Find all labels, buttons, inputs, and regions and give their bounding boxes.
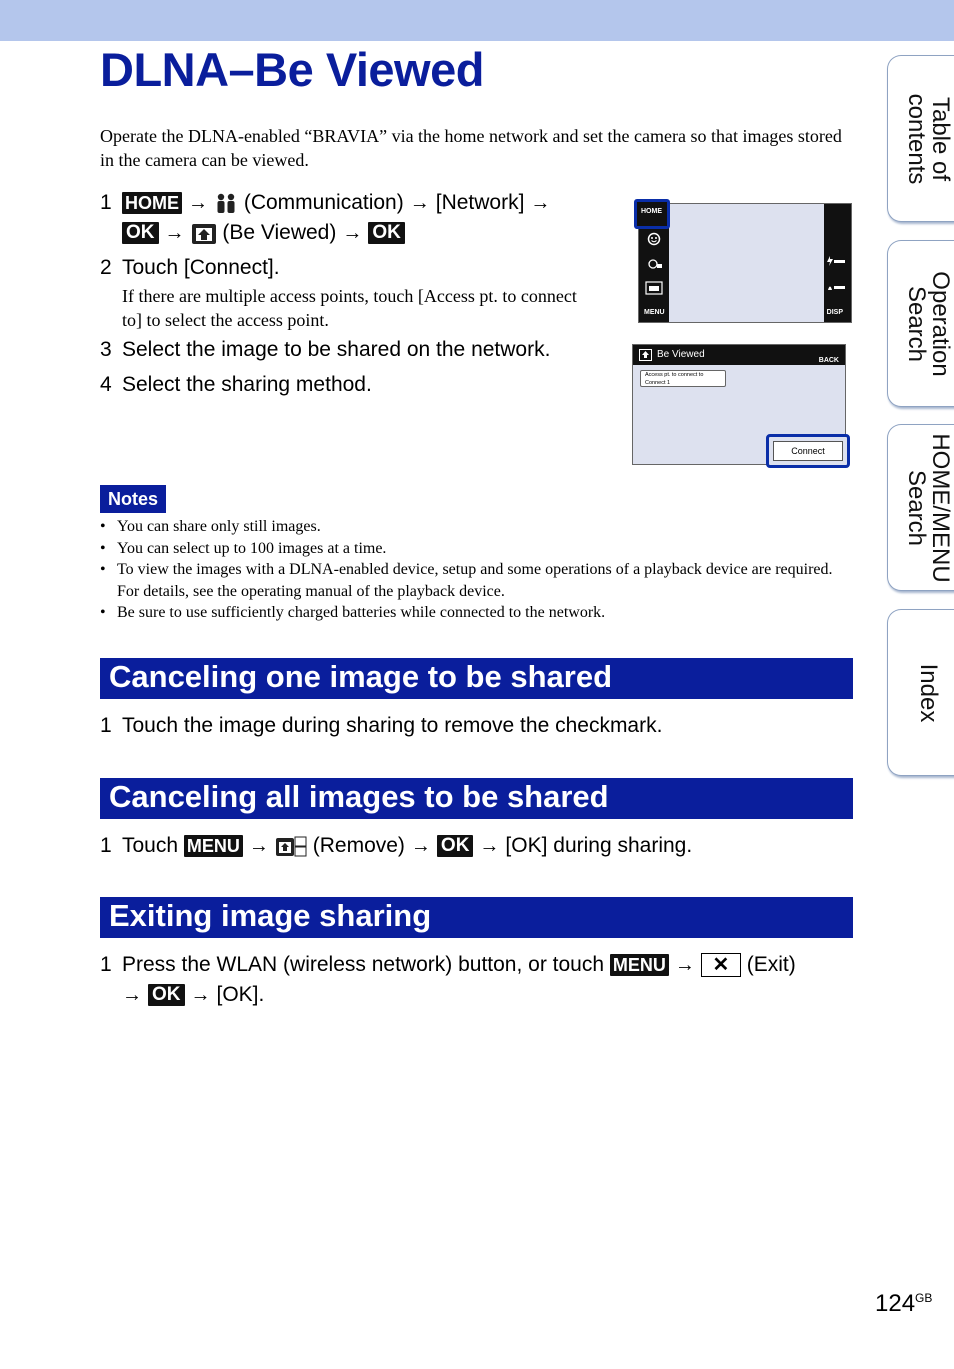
tab-label: Index [915, 663, 942, 722]
step-2-note: If there are multiple access points, touch [Access pt. to connect to] to select the access point. [122, 286, 577, 330]
ok-icon: OK [368, 222, 405, 244]
step-number: 1 [100, 834, 112, 857]
section-heading: Canceling one image to be shared [100, 658, 853, 699]
connect-button: Connect [773, 441, 843, 461]
note-item: • You can share only still images. [100, 516, 845, 538]
connect-button-highlight [766, 434, 850, 468]
page-number: $124^{GB}$ [875, 1290, 933, 1317]
disp-button: DISP [826, 309, 843, 316]
camera-screen-home [638, 203, 852, 323]
arrow-icon: → [479, 835, 500, 857]
page-suffix: GB [915, 1291, 933, 1305]
top-bar [0, 0, 954, 41]
menu-button: MENU [644, 309, 665, 316]
menu-icon: MENU [610, 954, 669, 976]
step-number: 3 [100, 338, 112, 361]
step-3 [100, 335, 600, 365]
arrow-icon: → [409, 192, 430, 214]
arrow-icon: → [342, 222, 363, 244]
exit-icon: ✕ [701, 953, 741, 977]
step-number: 2 [100, 256, 112, 279]
communication-icon [214, 192, 238, 214]
step-4 [100, 370, 600, 400]
section-3-step: 1 Press the WLAN (wireless network) button, or touch MENU → ✕ (Exit) → OK → [OK]. [100, 950, 850, 1012]
arrow-icon: → [674, 954, 695, 976]
section-heading: Exiting image sharing [100, 897, 853, 938]
step-number: 4 [100, 373, 112, 396]
screen-title: Be Viewed [657, 349, 705, 360]
be-viewed-icon [639, 349, 652, 361]
arrow-icon: → [122, 984, 142, 1006]
tab-table-of-contents[interactable] [887, 55, 954, 222]
section-heading: Canceling all images to be shared [100, 778, 853, 819]
tab-label: Table of contents [903, 93, 954, 184]
be-viewed-label: (Be Viewed) [222, 221, 337, 244]
step-2 [100, 253, 600, 283]
communication-label: (Communication) [243, 191, 404, 214]
ok-icon: OK [122, 222, 159, 244]
ok-icon: OK [148, 984, 185, 1006]
tab-label: HOME/MENU Search [903, 432, 954, 583]
flash-auto-icon [826, 255, 846, 267]
notes-label: Notes [100, 485, 166, 513]
step-number: 1 [100, 714, 112, 737]
page-title: DLNA–Be Viewed [100, 43, 484, 96]
tab-label: Operation Search [903, 270, 954, 377]
exit-label: (Exit) [746, 953, 796, 976]
arrow-icon: → [248, 835, 269, 857]
tab-index[interactable] [887, 609, 954, 776]
step-text: Select the sharing method. [122, 373, 372, 396]
notes-list [100, 516, 845, 624]
step-number: 1 [100, 191, 112, 214]
step-text: Select the image to be shared on the network. [122, 338, 551, 361]
arrow-icon: → [164, 222, 185, 244]
network-label: [Network] [435, 191, 525, 214]
step-1 [100, 188, 620, 252]
arrow-icon: → [530, 192, 551, 214]
step-number: 1 [100, 953, 112, 976]
smile-icon [647, 232, 661, 246]
tab-operation-search[interactable] [887, 240, 954, 407]
back-button: BACK [818, 357, 839, 364]
step-text: Touch [Connect]. [122, 256, 280, 279]
note-item: • You can select up to 100 images at a time. [100, 538, 845, 560]
arrow-icon: → [190, 984, 211, 1006]
macro-auto-icon [826, 281, 846, 293]
access-point-selector: Access pt. to connect to Connect 1 [640, 370, 726, 387]
ok-icon: OK [437, 835, 474, 857]
home-icon: HOME [122, 192, 182, 214]
home-button: HOME [641, 208, 662, 215]
be-viewed-icon [191, 221, 217, 245]
home-button-highlight [634, 199, 670, 229]
section-2-step: 1 Touch MENU → (Remove) → OK → [OK] during sharing. [100, 831, 840, 861]
remove-label: (Remove) [312, 834, 405, 857]
tab-home-menu-search[interactable] [887, 424, 954, 591]
menu-icon: MENU [184, 835, 243, 857]
step-text: Touch the image during sharing to remove the checkmark. [122, 714, 663, 737]
section-1-step [100, 711, 840, 741]
face-off-icon [647, 258, 663, 270]
auto-mode-icon [645, 281, 663, 295]
arrow-icon: → [188, 192, 208, 214]
arrow-icon: → [410, 835, 431, 857]
note-item: • Be sure to use sufficiently charged batteries while connected to the network. [100, 602, 845, 624]
remove-icon [275, 834, 307, 858]
note-item: • To view the images with a DLNA-enabled device, setup and some operations of a playback device are required. For details, see the operating manual of the playback device. [100, 559, 845, 602]
intro-text: Operate the DLNA-enabled “BRAVIA” via the home network and set the camera so that images stored in the camera can be viewed. [100, 126, 842, 170]
